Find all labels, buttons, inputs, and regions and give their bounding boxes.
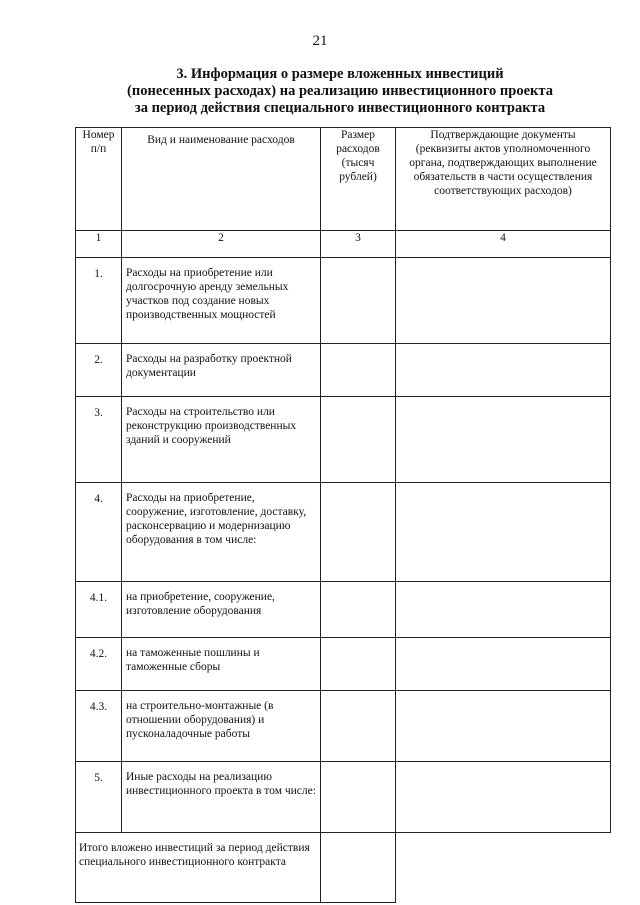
column-number: 2 xyxy=(122,231,321,258)
table-row xyxy=(76,344,611,397)
table-row xyxy=(76,762,611,833)
table-row xyxy=(76,258,611,344)
page-number: 21 xyxy=(312,33,328,49)
empty-cell xyxy=(396,833,611,903)
row-number: 5. xyxy=(76,762,122,833)
row-description: на таможенные пошлины и таможенные сборы xyxy=(122,638,321,691)
table-header-row xyxy=(76,128,611,231)
title-line-3: за период действия специального инвестиционного контракта xyxy=(134,100,546,116)
row-number: 4.2. xyxy=(76,638,122,691)
section-title xyxy=(60,66,620,117)
total-amount-cell[interactable] xyxy=(321,833,396,903)
row-description: Расходы на приобретение или долгосрочную аренду земельных участков под создание новых производственных мощностей xyxy=(122,258,321,344)
amount-cell[interactable] xyxy=(321,691,396,762)
documents-cell[interactable] xyxy=(396,691,611,762)
row-description: на приобретение, сооружение, изготовление оборудования xyxy=(122,582,321,638)
documents-cell[interactable] xyxy=(396,344,611,397)
amount-cell[interactable] xyxy=(321,762,396,833)
row-number: 4.3. xyxy=(76,691,122,762)
header-expense-type: Вид и наименование расходов xyxy=(122,128,321,231)
header-number: Номер п/п xyxy=(76,128,122,231)
amount-cell[interactable] xyxy=(321,582,396,638)
row-description: Иные расходы на реализацию инвестиционного проекта в том числе: xyxy=(122,762,321,833)
table-row xyxy=(76,483,611,582)
row-description: Расходы на приобретение, сооружение, изготовление, доставку, расконсервацию и модернизацию оборудования в том числе: xyxy=(122,483,321,582)
documents-cell[interactable] xyxy=(396,397,611,483)
title-line-1: 3. Информация о размере вложенных инвестиций xyxy=(176,66,504,82)
column-numbers-row xyxy=(76,231,611,258)
table-row xyxy=(76,397,611,483)
row-number: 4.1. xyxy=(76,582,122,638)
row-number: 4. xyxy=(76,483,122,582)
column-number: 1 xyxy=(76,231,122,258)
amount-cell[interactable] xyxy=(321,483,396,582)
documents-cell[interactable] xyxy=(396,638,611,691)
column-number: 3 xyxy=(321,231,396,258)
investment-table xyxy=(75,127,611,903)
table-row xyxy=(76,638,611,691)
title-line-2: (понесенных расходах) на реализацию инвестиционного проекта xyxy=(127,83,553,99)
row-number: 1. xyxy=(76,258,122,344)
amount-cell[interactable] xyxy=(321,638,396,691)
table-row xyxy=(76,582,611,638)
amount-cell[interactable] xyxy=(321,397,396,483)
header-documents: Подтверждающие документы (реквизиты актов уполномоченного органа, подтверждающих выполнение обязательств в части осуществления соответствующих расходов) xyxy=(396,128,611,231)
row-description: Расходы на разработку проектной документации xyxy=(122,344,321,397)
documents-cell[interactable] xyxy=(396,483,611,582)
row-number: 3. xyxy=(76,397,122,483)
row-description: Расходы на строительство или реконструкцию производственных зданий и сооружений xyxy=(122,397,321,483)
amount-cell[interactable] xyxy=(321,344,396,397)
row-number: 2. xyxy=(76,344,122,397)
column-number: 4 xyxy=(396,231,611,258)
row-description: на строительно-монтажные (в отношении оборудования) и пусконаладочные работы xyxy=(122,691,321,762)
table-row xyxy=(76,691,611,762)
documents-cell[interactable] xyxy=(396,582,611,638)
documents-cell[interactable] xyxy=(396,762,611,833)
documents-cell[interactable] xyxy=(396,258,611,344)
amount-cell[interactable] xyxy=(321,258,396,344)
total-row xyxy=(76,833,611,903)
total-label: Итого вложено инвестиций за период действия специального инвестиционного контракта xyxy=(76,833,321,903)
header-amount: Размер расходов (тысяч рублей) xyxy=(321,128,396,231)
